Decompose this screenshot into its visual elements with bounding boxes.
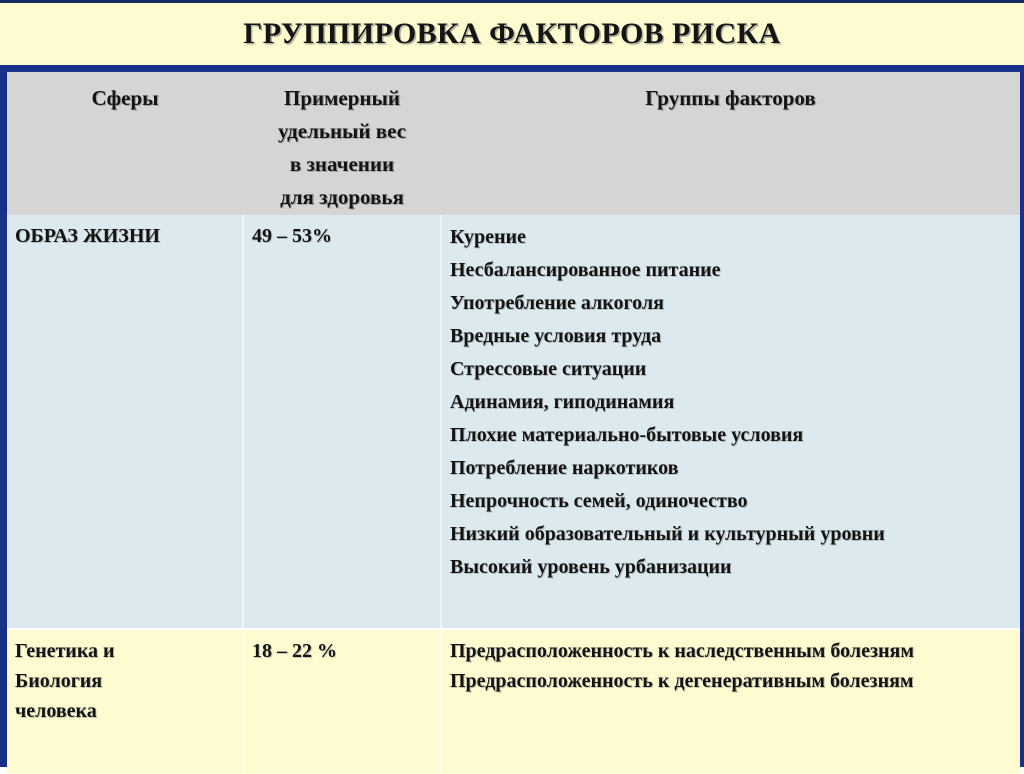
header-cell-weight <box>243 72 441 215</box>
list-item: Стрессовые ситуации <box>450 358 647 380</box>
sphere-label-genetics <box>15 636 238 726</box>
list-item: Курение <box>450 226 526 248</box>
list-item: Несбалансированное питание <box>450 259 721 281</box>
header-label-weight <box>243 72 441 214</box>
cell-weight-lifestyle <box>243 215 441 629</box>
header-label-sphere: Сферы <box>91 86 159 110</box>
risk-factors-table <box>7 72 1020 774</box>
header-label-groups: Группы факторов <box>645 86 816 110</box>
list-item: Предрасположенность к дегенеративным болезням <box>450 670 914 692</box>
sphere-line: ОБРАЗ ЖИЗНИ <box>15 225 160 247</box>
list-item: Предрасположенность к наследственным болезням <box>450 640 914 662</box>
header-weight-line-2: удельный вес <box>277 119 407 143</box>
list-item: Низкий образовательный и культурный уровни <box>450 523 885 545</box>
table-body <box>7 215 1020 774</box>
weight-value-lifestyle: 49 – 53% <box>252 225 332 247</box>
sphere-label-lifestyle <box>15 221 238 251</box>
list-item: Потребление наркотиков <box>450 457 679 479</box>
list-item: Адинамия, гиподинамия <box>450 391 675 413</box>
table-frame <box>0 65 1024 767</box>
list-item: Вредные условия труда <box>450 325 662 347</box>
table-header <box>7 72 1020 215</box>
sphere-line: Биология <box>15 670 103 692</box>
title-banner <box>0 3 1024 65</box>
factor-list-lifestyle <box>450 221 1016 584</box>
header-cell-groups <box>441 72 1020 215</box>
cell-factors-lifestyle <box>441 215 1020 629</box>
table-row <box>7 215 1020 629</box>
sphere-line: Генетика и <box>15 640 115 662</box>
list-item: Употребление алкоголя <box>450 292 664 314</box>
header-weight-line-1: Примерный <box>283 86 400 110</box>
sphere-line: человека <box>15 700 97 722</box>
list-item: Плохие материально-бытовые условия <box>450 424 804 446</box>
cell-factors-genetics <box>441 629 1020 774</box>
cell-sphere-lifestyle <box>7 215 243 629</box>
list-item: Высокий уровень урбанизации <box>450 556 732 578</box>
header-row <box>7 72 1020 215</box>
header-weight-line-3: в значении <box>289 152 395 176</box>
cell-weight-genetics <box>243 629 441 774</box>
header-weight-line-4: для здоровья <box>280 185 404 209</box>
page-title: ГРУППИРОВКА ФАКТОРОВ РИСКА <box>243 17 781 50</box>
weight-value-genetics: 18 – 22 % <box>252 640 337 662</box>
factor-list-genetics <box>450 636 1016 696</box>
table-row <box>7 629 1020 774</box>
list-item: Непрочность семей, одиночество <box>450 490 748 512</box>
header-cell-sphere <box>7 72 243 215</box>
cell-sphere-genetics <box>7 629 243 774</box>
